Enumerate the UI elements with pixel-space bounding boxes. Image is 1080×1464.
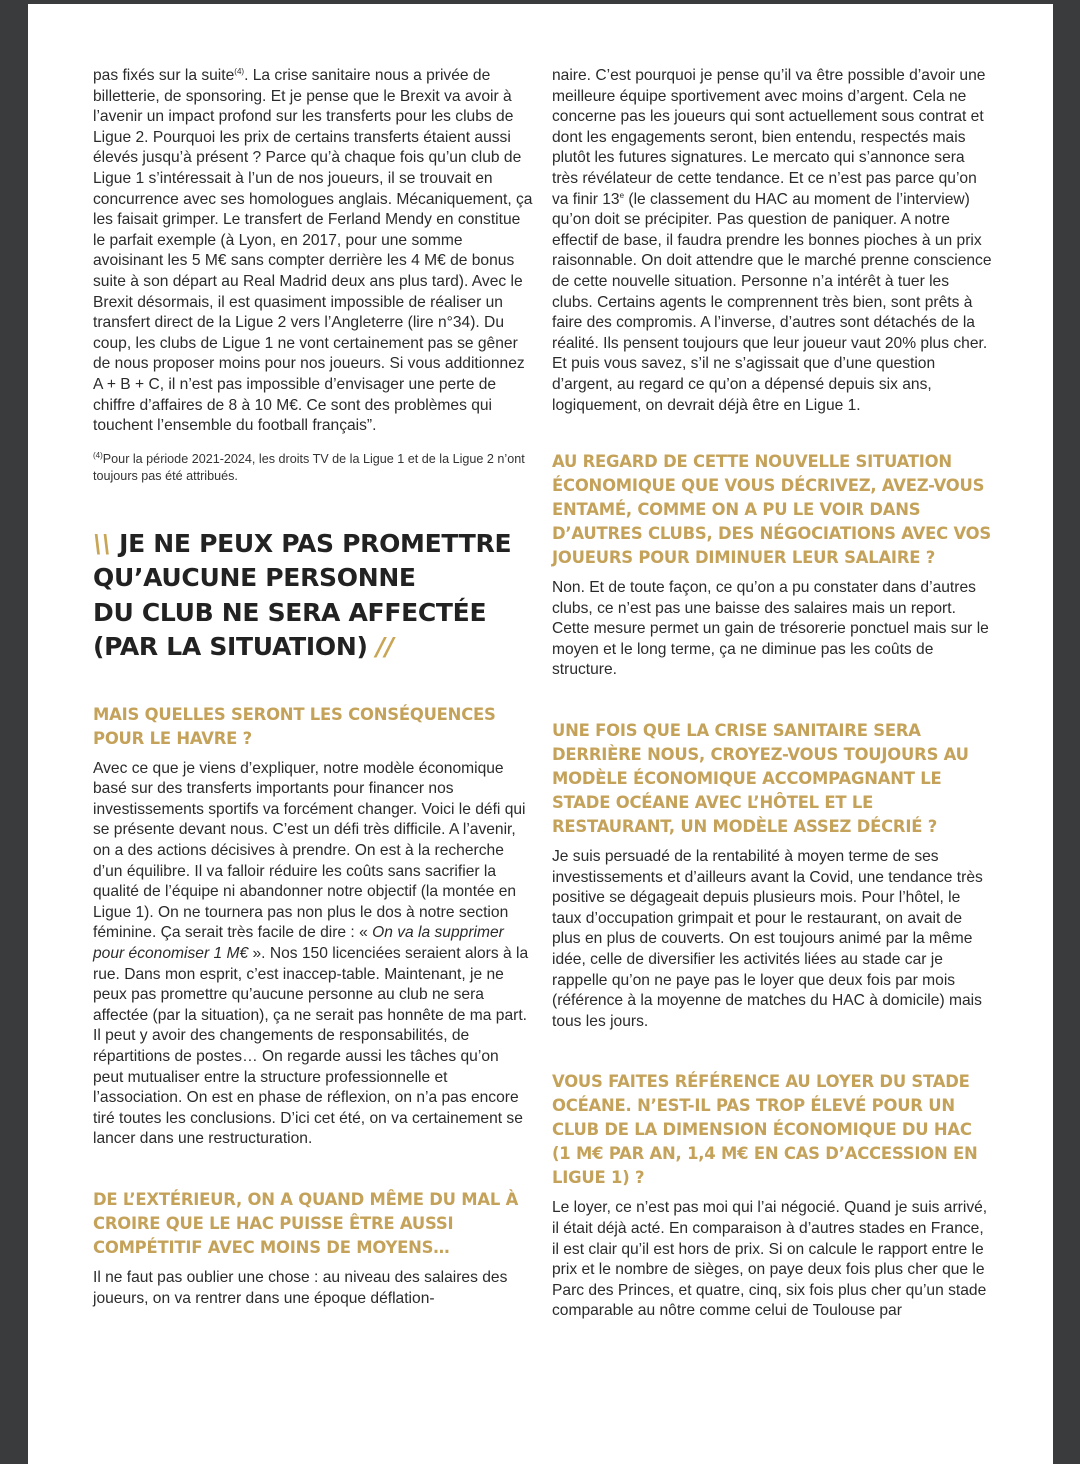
answer-paragraph: Le loyer, ce n’est pas moi qui l’ai négocié. Quand je suis arrivé, il était déjà acté. En comparaison à d’autres stades en France, il est clair qu’il est hors de prix. Si on calcule le rapport entre le prix et le nombre de sièges, on paye deux fois plus cher que le Parc des Princes, et quatre, cinq, six fois plus cher qu’un stade comparable au nôtre comme celui de Toulouse par	[552, 1199, 988, 1320]
body-paragraph: pas fixés sur la suite$^{(4)}$. La crise sanitaire nous a privée de billetterie, de sponsoring. Et je pense que le Brexit va avoir à l’avenir un impact profond sur les transferts pour les clubs de Ligue 2. Pourquoi les prix de certains transferts étaient aussi élevés jusqu’à présent ? Parce qu’à chaque fois qu’un club de Ligue 1 s’intéressait à l’un de nos joueurs, il se trouvait en concurrence avec ses homologues anglais. Mécaniquement, ça les faisait grimper. Le transfert de Ferland Mendy en constitue le parfait exemple (à Lyon, en 2017, pour une somme avoisinant les 5 M€ sans compter derrière les 4 M€ de bonus suite à son départ au Real Madrid deux ans plus tard). Avec le Brexit désormais, il est quasiment impossible de réaliser un transfert direct de la Ligue 2 vers l’Angleterre (lire n°34). Du coup, les clubs de Ligue 1 ne vont certainement pas se gêner de nous proposer moins pour nos joueurs. Si vous additionnez A + B + C, il n’est pas impossible d’envisager une perte de chiffre d’affaires de 8 à 10 M€. Ce sont des problèmes qui touchent l’ensemble du football français”.	[93, 66, 533, 435]
left-column	[93, 66, 533, 1309]
magazine-page	[28, 4, 1053, 1464]
question-heading: DE L’EXTÉRIEUR, ON A QUAND MÊME DU MAL À CROIRE QUE LE HAC PUISSE ÊTRE AUSSI COMPÉTITIF AVEC MOINS DE MOYENS…	[93, 1189, 519, 1257]
body-paragraph: naire. C’est pourquoi je pense qu’il va être possible d’avoir une meilleure équipe sportivement avec moins d’argent. Cela ne concerne pas les joueurs qui sont actuellement sous contrat et dont les engagements seront, bien entendu, respectés mais plutôt les futures signatures. Le mercato qui s’annonce sera très révélateur de cette tendance. Et ce n’est pas parce qu’on va finir 13e (le classement du HAC au moment de l’interview) qu’on doit se précipiter. Pas question de paniquer. A notre effectif de base, il faudra prendre les bonnes pioches à un prix raisonnable. On doit attendre que le marché prenne conscience de cette nouvelle situation. Personne n’a intérêt à tuer les clubs. Certains agents le comprennent très bien, sont prêts à faire des compromis. A l’inverse, d’autres sont détachés de la réalité. Ils pensent toujours que leur joueur vaut 20% plus cher. Et puis vous savez, s’il ne s’agissait que d’une question d’argent, au regard ce qu’on a dépensé depuis six ans, logiquement, on devrait déjà être en Ligue 1.	[552, 67, 992, 414]
answer-paragraph: Non. Et de toute façon, ce qu’on a pu constater dans d’autres clubs, ce n’est pas une baisse des salaires mais un report. Cette mesure permet un gain de trésorerie ponctuel mais sur le moyen et le long terme, ça ne diminue pas les coûts de structure.	[552, 579, 989, 679]
pull-quote: \\ JE NE PEUX PAS PROMETTRE QU’AUCUNE PERSONNE DU CLUB NE SERA AFFECTÉE (PAR LA SITUATION) //	[93, 528, 512, 662]
question-heading: MAIS QUELLES SERONT LES CONSÉQUENCES POUR LE HAVRE ?	[93, 704, 496, 748]
open-quote-mark: \\	[93, 528, 111, 558]
question-heading: VOUS FAITES RÉFÉRENCE AU LOYER DU STADE OCÉANE. N’EST-IL PAS TROP ÉLEVÉ POUR UN CLUB DE LA DIMENSION ÉCONOMIQUE DU HAC (1 M€ PAR AN, 1,4 M€ EN CAS D’ACCESSION EN LIGUE 1) ?	[552, 1072, 978, 1188]
question-heading: AU REGARD DE CETTE NOUVELLE SITUATION ÉCONOMIQUE QUE VOUS DÉCRIVEZ, AVEZ-VOUS ENTAMÉ, COMME ON A PU LE VOIR DANS D’AUTRES CLUBS, DES NÉGOCIATIONS AVEC VOS JOUEURS POUR DIMINUER LEUR SALAIRE ?	[552, 452, 991, 568]
footnote: $^{(4)}$Pour la période 2021-2024, les droits TV de la Ligue 1 et de la Ligue 2 n’ont toujours pas été attribués.	[93, 450, 525, 483]
right-column	[552, 66, 992, 1322]
answer-paragraph: Il ne faut pas oublier une chose : au niveau des salaires des joueurs, on va rentrer dans une époque déflation-	[93, 1268, 508, 1307]
question-heading: UNE FOIS QUE LA CRISE SANITAIRE SERA DERRIÈRE NOUS, CROYEZ-VOUS TOUJOURS AU MODÈLE ÉCONOMIQUE ACCOMPAGNANT LE STADE OCÉANE AVEC L’HÔTEL ET LE RESTAURANT, UN MODÈLE ASSEZ DÉCRIÉ ?	[552, 721, 969, 837]
close-quote-mark: //	[376, 632, 394, 662]
answer-paragraph: Je suis persuadé de la rentabilité à moyen terme de ses investissements et d’ailleurs avant la Covid, une tendance très positive se dégageait depuis plusieurs mois. Pour l’hôtel, le taux d’occupation grimpait et pour le restaurant, on avait de plus en plus de couverts. On est toujours animé par la même idée, celle de diversifier les activités liées au stade car je rappelle qu’on ne paye pas le loyer que deux fois par mois (référence à la moyenne de matches du HAC à domicile) mais tous les jours.	[552, 848, 983, 1030]
answer-paragraph: Avec ce que je viens d’expliquer, notre modèle économique basé sur des transferts importants pour financer nos investissements sportifs va forcément changer. Voici le défi qui se présente devant nous. C’est un défi très difficile. A l’avenir, on a des actions décisives à prendre. On est à la recherche d’un équilibre. Il va falloir réduire les coûts sans sacrifier la qualité de l’équipe ni abandonner notre objectif (la montée en Ligue 1). On ne tournera pas non plus le dos à notre section féminine. Ça serait très facile de dire : « On va la supprimer pour économiser 1 M€ ». Nos 150 licenciées seraient alors à la rue. Dans mon esprit, c’est inaccep-table. Maintenant, je ne peux pas promettre qu’aucune personne au club ne sera affectée (par la situation), ça ne serait pas honnête de ma part. Il peut y avoir des changements de responsabilités, de répartitions de postes… On regarde aussi les tâches qu’on peut mutualiser entre la structure professionnelle et l’association. On est en phase de réflexion, on n’a pas encore tiré toutes les conclusions. D’ici cet été, on va certainement se lancer dans une restructuration.	[93, 759, 529, 1148]
